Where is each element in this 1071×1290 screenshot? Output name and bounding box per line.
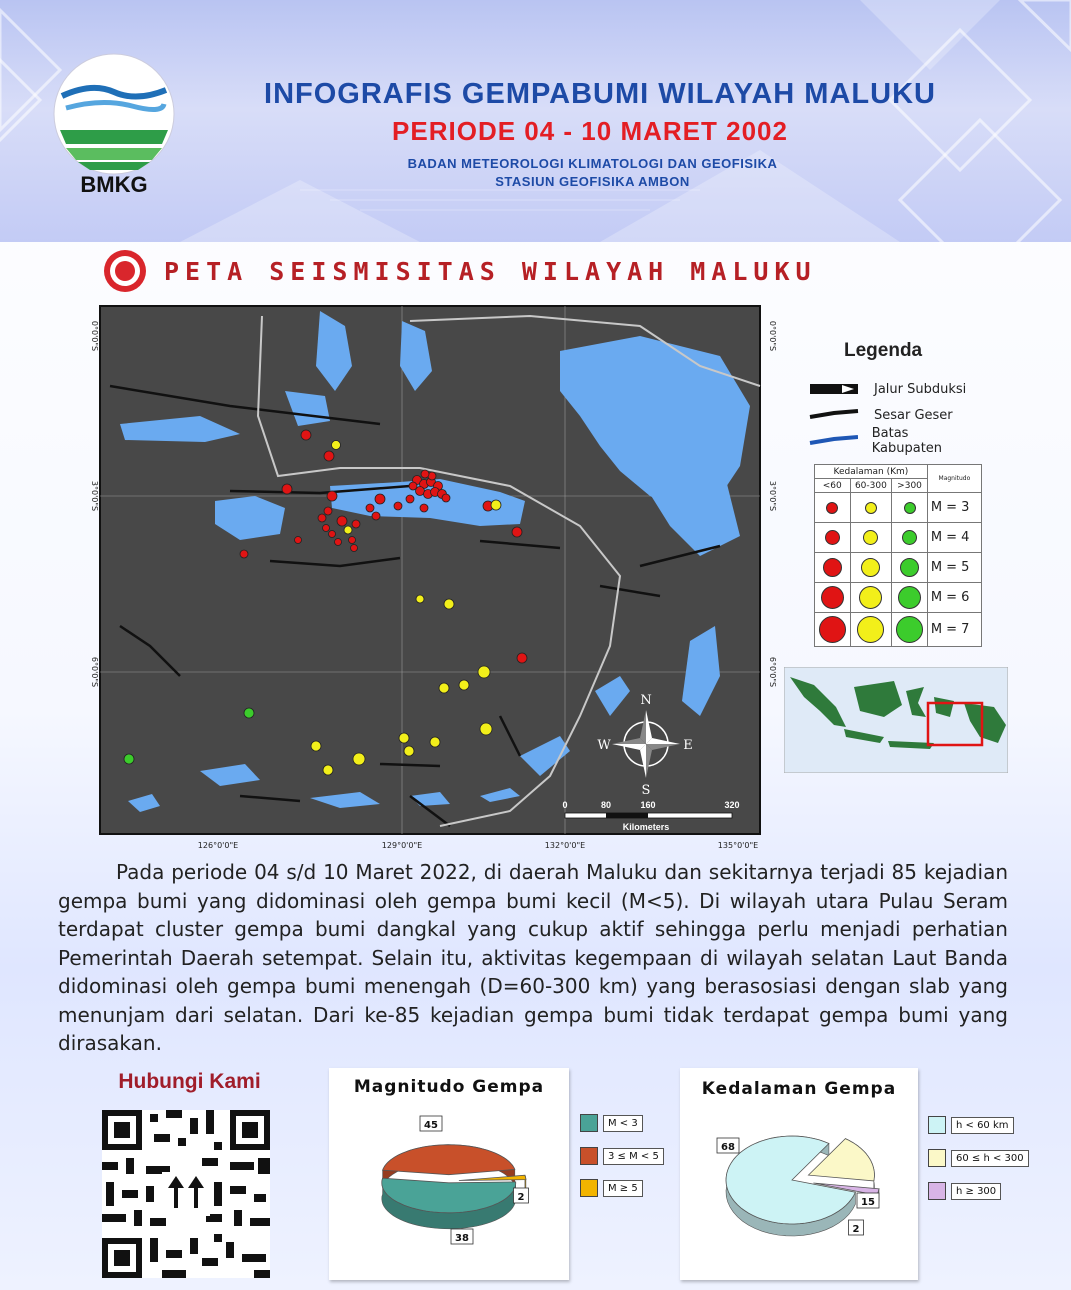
svg-text:135°0'0"E: 135°0'0"E bbox=[717, 841, 759, 850]
intermediate-dot bbox=[857, 616, 884, 643]
page-title: INFOGRAFIS GEMPABUMI WILAYAH MALUKU bbox=[264, 78, 936, 110]
magnitude-depth-legend bbox=[814, 464, 982, 647]
svg-text:0°0'0"S: 0°0'0"S bbox=[90, 320, 99, 352]
magnitude-legend-item-2 bbox=[580, 1147, 664, 1165]
legend-swatch bbox=[580, 1147, 598, 1165]
header-banner bbox=[0, 0, 1071, 242]
legend-fault bbox=[808, 402, 978, 428]
deep-dot bbox=[896, 616, 923, 643]
intermediate-dot bbox=[865, 502, 877, 514]
magnitude-pie-chart bbox=[329, 1068, 569, 1280]
legend-swatch bbox=[928, 1149, 946, 1167]
pie-value-label bbox=[857, 1193, 879, 1208]
depth-pie-chart bbox=[680, 1068, 918, 1280]
svg-text:0°0'0"S: 0°0'0"S bbox=[768, 320, 777, 352]
legend-title: Legenda bbox=[844, 340, 923, 361]
legend-label: 60 ≤ h < 300 bbox=[951, 1150, 1029, 1167]
period-subtitle: PERIODE 04 - 10 MARET 2002 bbox=[392, 116, 788, 146]
svg-text:38: 38 bbox=[455, 1233, 469, 1244]
logo-lettering bbox=[80, 172, 147, 197]
legend-row-m4 bbox=[815, 523, 982, 553]
compass-n: N bbox=[640, 693, 652, 708]
deep-dot bbox=[904, 502, 916, 514]
intermediate-dot bbox=[861, 558, 880, 577]
svg-text:BMKG: BMKG bbox=[80, 172, 148, 197]
scale-tick-1: 80 bbox=[600, 800, 612, 810]
legend-boundary-label: Batas Kabupaten bbox=[871, 426, 943, 456]
pie-slice bbox=[383, 1145, 515, 1175]
legend-row-m6 bbox=[815, 583, 982, 613]
depth-legend-item-3 bbox=[928, 1182, 1001, 1200]
legend-subduction bbox=[808, 376, 978, 402]
legend-label: h ≥ 300 bbox=[951, 1183, 1001, 1200]
svg-text:126°0'0"E: 126°0'0"E bbox=[197, 841, 239, 850]
deep-dot bbox=[902, 530, 917, 545]
compass-w: W bbox=[597, 738, 611, 753]
svg-text:68: 68 bbox=[721, 1142, 735, 1153]
organization bbox=[200, 155, 985, 191]
legend-row-m7 bbox=[815, 613, 982, 647]
summary-paragraph bbox=[58, 858, 1008, 1058]
depth-chart-title: Kedalaman Gempa bbox=[701, 1079, 897, 1099]
scale-tick-2: 160 bbox=[640, 800, 656, 810]
intermediate-dot bbox=[859, 586, 882, 609]
magnitude-header: Magnitudo bbox=[927, 465, 981, 493]
deep-dot bbox=[900, 558, 919, 577]
map-legend bbox=[808, 340, 978, 454]
legend-row-m3 bbox=[815, 493, 982, 523]
depth-col-intermediate: 60-300 bbox=[850, 479, 892, 493]
inset-map-indonesia bbox=[784, 667, 1008, 773]
deep-dot bbox=[898, 586, 921, 609]
svg-text:6°0'0"S: 6°0'0"S bbox=[90, 656, 99, 688]
magnitude-label: M = 6 bbox=[927, 583, 981, 613]
legend-fault-label: Sesar Geser bbox=[874, 407, 953, 423]
svg-text:3°0'0"S: 3°0'0"S bbox=[768, 480, 777, 512]
legend-swatch bbox=[580, 1114, 598, 1132]
depth-col-deep: >300 bbox=[892, 479, 928, 493]
svg-text:6°0'0"S: 6°0'0"S bbox=[768, 656, 777, 688]
compass-s: S bbox=[641, 783, 651, 798]
shallow-dot bbox=[825, 530, 840, 545]
depth-col-shallow: <60 bbox=[815, 479, 851, 493]
longitude-labels bbox=[198, 841, 758, 850]
depth-header: Kedalaman (Km) bbox=[815, 465, 928, 479]
legend-label: 3 ≤ M < 5 bbox=[603, 1148, 664, 1165]
summary-text: Pada periode 04 s/d 10 Maret 2022, di daerah Maluku dan sekitarnya terjadi 85 kejadian gempa bumi yang didominasi oleh gempa bumi kecil (M<5). Di wilayah utara Pulau Seram terdapat cluster gempa bumi dangkal yang cukup aktif sehingga perlu menjadi perhatian Pemerintah Daerah setempat. Selain itu, aktivitas kegempaan di wilayah selatan Laut Banda didominasi oleh gempa bumi menengah (D=60-300 km) yang berasosiasi dengan slab yang menunjam dari selatan. Dari ke-85 kejadian gempa bumi tidak terdapat gempa bumi yang dirasakan. bbox=[58, 860, 1008, 1055]
organization-line-2: STASIUN GEOFISIKA AMBON bbox=[495, 174, 690, 189]
svg-text:2: 2 bbox=[517, 1192, 525, 1203]
legend-swatch bbox=[928, 1116, 946, 1134]
pie-slice bbox=[459, 1175, 526, 1180]
depth-chart-panel bbox=[680, 1068, 918, 1280]
pie-value-label bbox=[514, 1188, 529, 1203]
svg-text:132°0'0"E: 132°0'0"E bbox=[544, 841, 586, 850]
svg-text:2: 2 bbox=[852, 1224, 860, 1235]
magnitude-label: M = 5 bbox=[927, 553, 981, 583]
legend-swatch bbox=[928, 1182, 946, 1200]
boundary-line-icon bbox=[808, 433, 858, 449]
legend-swatch bbox=[580, 1179, 598, 1197]
intermediate-dot bbox=[863, 530, 878, 545]
pie-value-label bbox=[451, 1229, 473, 1244]
shallow-dot bbox=[826, 502, 838, 514]
legend-label: M < 3 bbox=[603, 1115, 643, 1132]
shallow-dot bbox=[823, 558, 842, 577]
svg-text:45: 45 bbox=[424, 1120, 438, 1131]
scale-tick-0: 0 bbox=[562, 800, 568, 810]
qr-code-icon[interactable] bbox=[102, 1110, 270, 1278]
section-title bbox=[100, 248, 817, 294]
bmkg-logo bbox=[52, 52, 176, 202]
pie-value-label bbox=[849, 1220, 864, 1235]
legend-label: M ≥ 5 bbox=[603, 1180, 643, 1197]
magnitude-legend-item-3 bbox=[580, 1179, 643, 1197]
magnitude-chart-title: Magnitudo Gempa bbox=[353, 1077, 545, 1097]
legend-subduction-label: Jalur Subduksi bbox=[874, 381, 967, 397]
shallow-dot bbox=[821, 586, 844, 609]
legend-boundary bbox=[808, 428, 978, 454]
magnitude-label: M = 7 bbox=[927, 613, 981, 647]
magnitude-legend-item-1 bbox=[580, 1114, 643, 1132]
shallow-dot bbox=[819, 616, 846, 643]
section-title-text: PETA SEISMISITAS WILAYAH MALUKU bbox=[164, 256, 817, 286]
depth-legend-item-1 bbox=[928, 1116, 1014, 1134]
pie-value-label bbox=[717, 1138, 739, 1153]
legend-label: h < 60 km bbox=[951, 1117, 1014, 1134]
depth-legend-item-2 bbox=[928, 1149, 1029, 1167]
magnitude-label: M = 3 bbox=[927, 493, 981, 523]
fault-line-icon bbox=[808, 407, 860, 423]
contact-title: Hubungi Kami bbox=[118, 1070, 261, 1093]
svg-text:15: 15 bbox=[861, 1197, 875, 1208]
subduction-line-icon bbox=[808, 381, 860, 397]
legend-row-m5 bbox=[815, 553, 982, 583]
target-icon bbox=[100, 248, 150, 294]
pie-value-label bbox=[420, 1116, 442, 1131]
scale-unit: Kilometers bbox=[622, 822, 670, 832]
scale-tick-3: 320 bbox=[724, 800, 740, 810]
organization-line-1: BADAN METEOROLOGI KLIMATOLOGI DAN GEOFISIKA bbox=[407, 156, 778, 171]
seismicity-map bbox=[80, 296, 780, 856]
svg-text:129°0'0"E: 129°0'0"E bbox=[381, 841, 423, 850]
magnitude-chart-panel bbox=[329, 1068, 569, 1280]
compass-e: E bbox=[683, 738, 693, 753]
magnitude-label: M = 4 bbox=[927, 523, 981, 553]
svg-text:3°0'0"S: 3°0'0"S bbox=[90, 480, 99, 512]
